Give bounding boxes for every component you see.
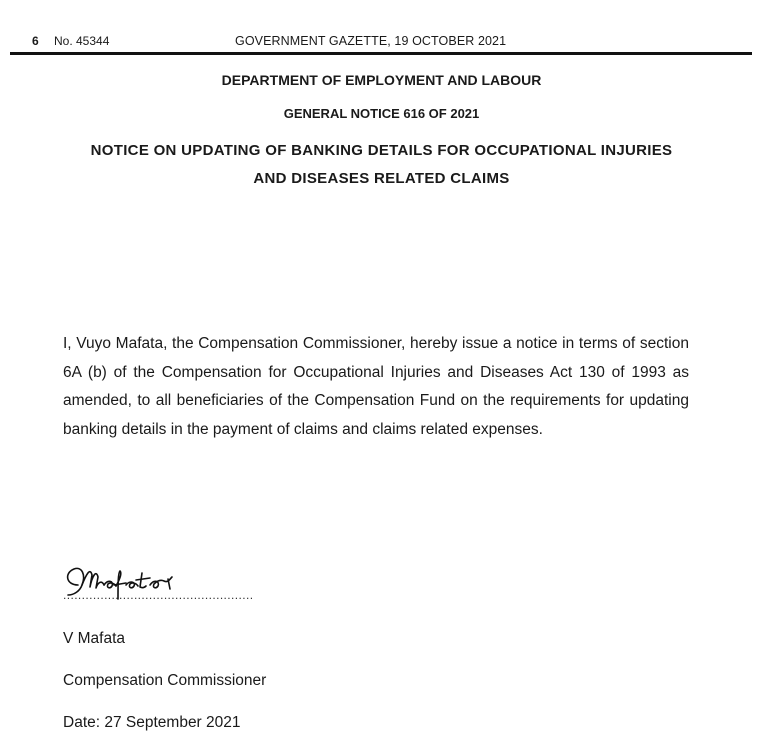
department-heading: DEPARTMENT OF EMPLOYMENT AND LABOUR (221, 72, 542, 88)
issue-number: No. 45344 (54, 34, 110, 48)
notice-title (0, 137, 763, 193)
header-rule (10, 52, 752, 55)
notice-body: I, Vuyo Mafata, the Compensation Commissioner, hereby issue a notice in terms of section 6A (b) of the Compensation for Occupational Injuries and Diseases Act 130 of 1993 as amended, to all beneficiaries of the Compensation Fund on the requirements for updating banking details in the payment of claims and claims related expenses. (63, 335, 689, 438)
signatory-title: Compensation Commissioner (63, 672, 267, 689)
signature-line: ................................................... (63, 588, 254, 602)
page-number: 6 (32, 34, 39, 48)
gazette-header (0, 0, 763, 56)
gazette-title: GOVERNMENT GAZETTE, 19 OCTOBER 2021 (235, 34, 507, 48)
notice-title-line-1: NOTICE ON UPDATING OF BANKING DETAILS FOR OCCUPATIONAL INJURIES (90, 142, 673, 159)
signatory-name: V Mafata (63, 630, 126, 647)
signature-date: Date: 27 September 2021 (63, 714, 241, 731)
general-notice-number: GENERAL NOTICE 616 OF 2021 (283, 106, 480, 121)
notice-title-line-2: AND DISEASES RELATED CLAIMS (253, 170, 510, 187)
